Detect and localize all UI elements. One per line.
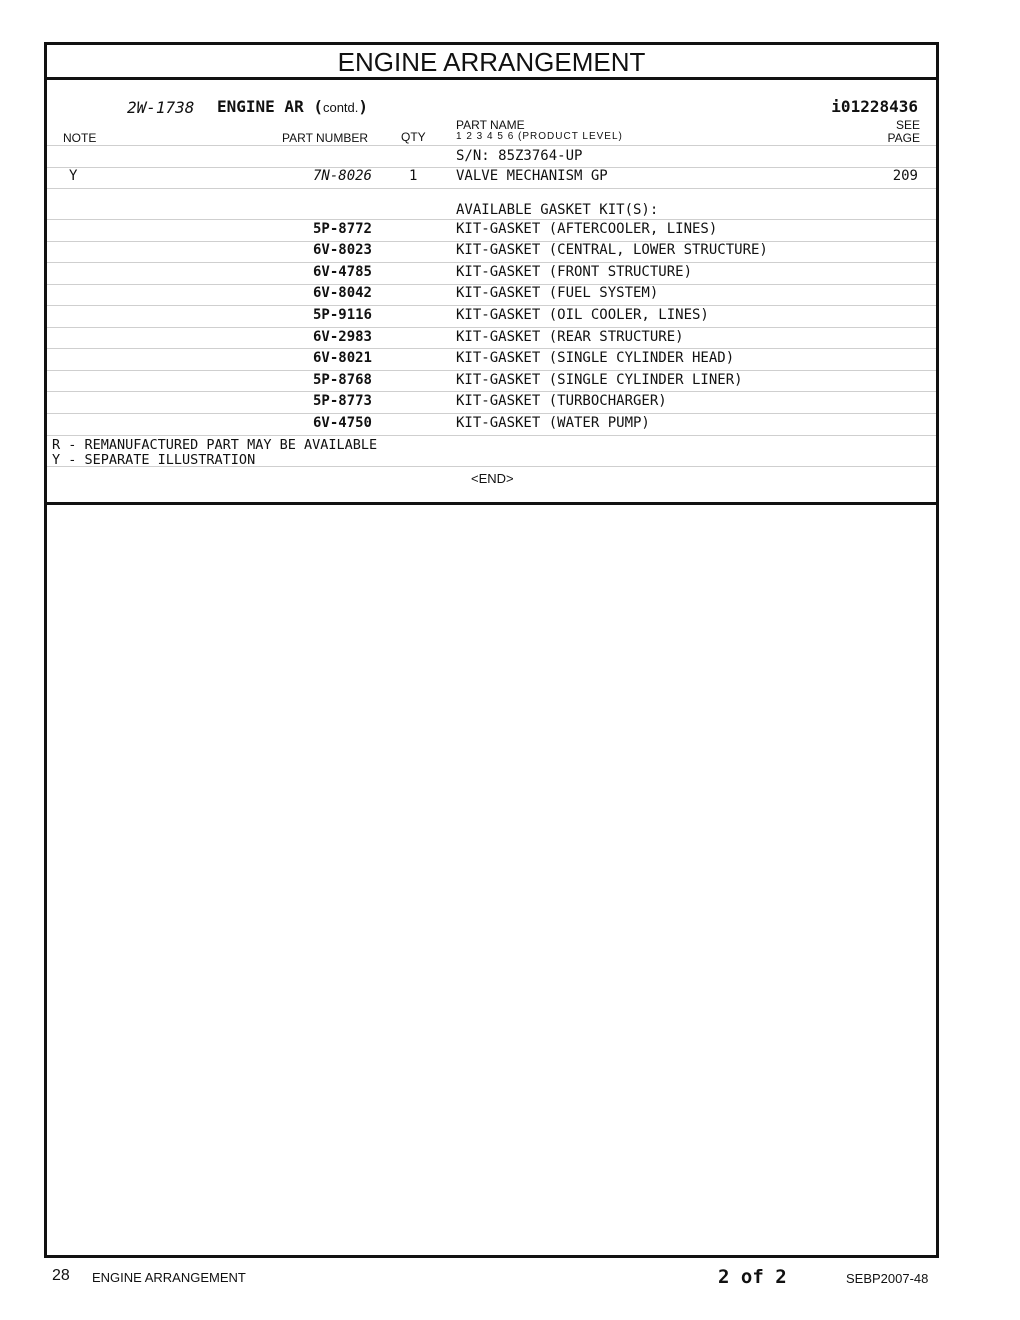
footer-section-title: ENGINE ARRANGEMENT [92, 1270, 246, 1285]
row-divider [47, 262, 936, 263]
kit-part-number[interactable]: 6V-4785 [312, 264, 372, 280]
main-part-number[interactable]: 7N-8026 [312, 168, 372, 184]
kit-name: KIT-GASKET (OIL COOLER, LINES) [456, 307, 709, 323]
kit-part-number[interactable]: 6V-2983 [312, 329, 372, 345]
main-part-see-page[interactable]: 209 [892, 168, 918, 184]
kit-name: KIT-GASKET (SINGLE CYLINDER HEAD) [456, 350, 735, 366]
kit-part-number[interactable]: 5P-8773 [312, 393, 372, 409]
footer-document-number: SEBP2007-48 [846, 1271, 929, 1286]
kits-heading: AVAILABLE GASKET KIT(S): [456, 202, 659, 218]
row-divider [47, 370, 936, 371]
continued-label: contd. [322, 100, 359, 115]
group-reference-number: 2W-1738 [127, 98, 195, 117]
header-page: PAGE [887, 131, 920, 145]
header-note: NOTE [63, 131, 97, 145]
kit-name: KIT-GASKET (FRONT STRUCTURE) [456, 264, 693, 280]
main-part-qty: 1 [409, 168, 418, 184]
group-name-text: ENGINE AR ( [217, 97, 323, 116]
kit-part-number[interactable]: 6V-8042 [312, 285, 372, 301]
kit-name: KIT-GASKET (WATER PUMP) [456, 415, 650, 431]
main-part-note: Y [69, 168, 78, 184]
row-divider [47, 188, 936, 189]
row-divider [47, 145, 936, 146]
kit-part-number[interactable]: 5P-8768 [312, 372, 372, 388]
group-name-close: ) [358, 97, 369, 116]
legend-remanufactured: R - REMANUFACTURED PART MAY BE AVAILABLE [52, 437, 378, 453]
legend-separate-illustration: Y - SEPARATE ILLUSTRATION [52, 452, 256, 468]
kit-name: KIT-GASKET (TURBOCHARGER) [456, 393, 667, 409]
footer-page-number: 28 [52, 1267, 70, 1284]
kit-name: KIT-GASKET (SINGLE CYLINDER LINER) [456, 372, 743, 388]
row-divider [47, 305, 936, 306]
kit-name: KIT-GASKET (AFTERCOOLER, LINES) [456, 221, 718, 237]
footer-page-of: 2 of 2 [718, 1266, 787, 1288]
kit-part-number[interactable]: 5P-8772 [312, 221, 372, 237]
kit-name: KIT-GASKET (FUEL SYSTEM) [456, 285, 659, 301]
page-title: ENGINE ARRANGEMENT [47, 45, 936, 80]
header-part-name: PART NAME [456, 118, 525, 132]
kit-part-number[interactable]: 6V-8023 [312, 242, 372, 258]
header-qty: QTY [401, 130, 426, 144]
kit-name: KIT-GASKET (CENTRAL, LOWER STRUCTURE) [456, 242, 768, 258]
end-marker: <END> [471, 471, 514, 486]
row-divider [47, 435, 936, 436]
group-name [217, 97, 368, 116]
main-part-name: VALVE MECHANISM GP [456, 168, 608, 184]
section-end-rule [47, 502, 936, 505]
row-divider [47, 219, 936, 220]
kit-name: KIT-GASKET (REAR STRUCTURE) [456, 329, 684, 345]
row-divider [47, 413, 936, 414]
parts-list-frame [44, 42, 939, 1258]
kit-part-number[interactable]: 6V-4750 [312, 415, 372, 431]
header-part-number: PART NUMBER [282, 131, 369, 145]
illustration-id: i01228436 [831, 97, 918, 116]
row-divider [47, 391, 936, 392]
kit-part-number[interactable]: 6V-8021 [312, 350, 372, 366]
row-divider [47, 327, 936, 328]
header-product-level: 1 2 3 4 5 6 (PRODUCT LEVEL) [456, 131, 623, 142]
row-divider [47, 466, 936, 467]
row-divider [47, 348, 936, 349]
header-see: SEE [895, 118, 920, 132]
serial-number-range: S/N: 85Z3764-UP [456, 148, 583, 164]
kit-part-number[interactable]: 5P-9116 [312, 307, 372, 323]
